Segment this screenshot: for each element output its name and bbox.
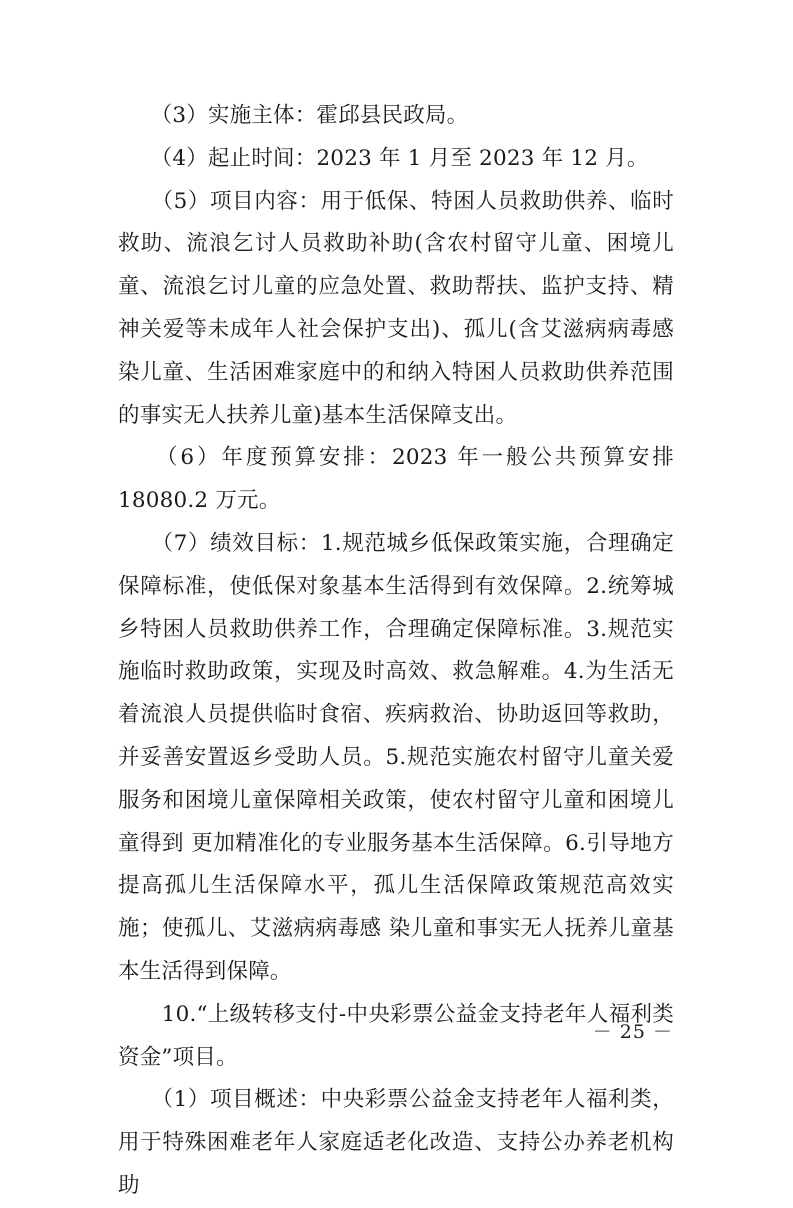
body-text [118, 95, 682, 1208]
paragraph-overview: （1）项目概述：中央彩票公益金支持老年人福利类，用于特殊困难老年人家庭适老化改造、支持公办养老机构助 [118, 1087, 674, 1198]
paragraph-goals: （7）绩效目标：1.规范城乡低保政策实施，合理确定保障标准，使低保对象基本生活得到有效保障。2.统筹城乡特困人员救助供养工作，合理确定保障标准。3.规范实施临时救助政策，实现及时高效、救急解难。4.为生活无着流浪人员提供临时食宿、疾病救治、协助返回等救助，并妥善安置返乡受助人员。5.规范实施农村留守儿童关爱服务和困境儿童保障相关政策，使农村留守儿童和困境儿童得到 更加精准化的专业服务基本生活保障。6.引导地方提高孤儿生活保障水平，孤儿生活保障政策规范高效实施；使孤儿、艾滋病病毒感 染儿童和事实无人抚养儿童基本生活得到保障。 [118, 530, 674, 984]
paragraph-period: （4）起止时间：2023 年 1 月至 2023 年 12 月。 [118, 145, 649, 171]
paragraph-item-10: 10.“上级转移支付-中央彩票公益金支持老年人福利类资金”项目。 [118, 1001, 674, 1070]
paragraph-implementer: （3）实施主体：霍邱县民政局。 [118, 103, 469, 128]
page-number: － 25 － [592, 1021, 673, 1043]
paragraph-budget: （6）年度预算安排：2023 年一般公共预算安排 18080.2 万元。 [118, 445, 682, 514]
paragraph-content: （5）项目内容：用于低保、特困人员救助供养、临时救助、流浪乞讨人员救助补助(含农村留守儿童、困境儿童、流浪乞讨儿童的应急处置、救助帮扶、监护支持、精神关爱等未成年人社会保护支出)、孤儿(含艾滋病病毒感染儿童、生活困难家庭中的和纳入特困人员救助供养范围的事实无人扶养儿童)基本生活保障支出。 [118, 188, 674, 428]
